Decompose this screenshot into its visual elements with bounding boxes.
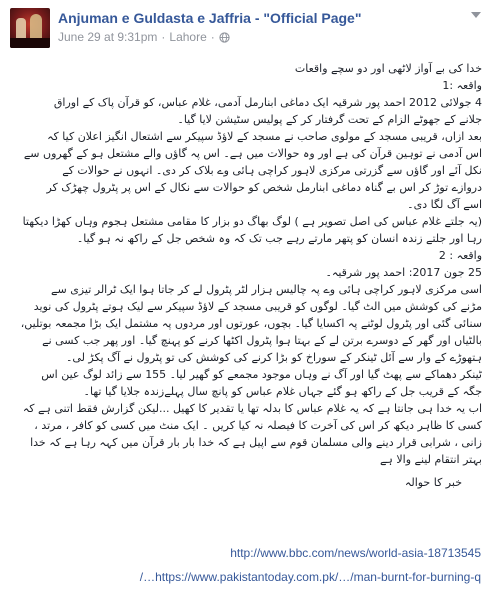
post-text-line: اسے آگ لگا دی۔: [407, 198, 482, 211]
post-text-line: ٹینکر دھماکے سے پھٹ گیا اور آگ نے وہاں موجود مجمعے کو گھیر لیا۔ 155 سے زائد لوگ عین اس: [41, 368, 482, 381]
post-text-line: 4 جولائی 2012 احمد پور شرقیہ ایک دماغی ابنارمل آدمی، غلام عباس، کو قرآن پاک کے اوراق: [53, 96, 482, 109]
post-text-line: نکل آئے اور گاؤں سے گزرتی مرکزی لاہور کراچی ہائی وے بلاک کر دی۔ انہوں نے حوالات کے: [62, 164, 482, 177]
post-text-line: کسی کا ظاہر دیکھ کر اس کی آخرت کا فیصلہ نہ کیا کریں ۔ ایک منٹ میں کسی کو کافر ، مرتد ،: [34, 419, 482, 432]
post-body: [14, 60, 482, 491]
post-location[interactable]: Lahore: [169, 30, 207, 44]
post-text-line: زانی ، شرابی قرار دینے والی مسلمان قوم سے اپیل ہے کہ خدا بار بار قرآن میں کہہ رہا ہے کہ خدا: [30, 436, 482, 449]
post-text-line: خدا کی بے آواز لاٹھی اور دو سچے واقعات: [294, 62, 482, 75]
post-text-line: بعد ازاں، قریبی مسجد کے مولوی صاحب نے مسجد کے لاؤڈ سپیکر سے اشتعال انگیز اعلان کیا کہ: [47, 130, 482, 143]
meta-separator: ·: [210, 30, 215, 44]
post-text-line: اب یہ خدا ہی جانتا ہے کہ یہ غلام عباس کا بدلہ تھا یا تقدیر کا کھیل ...لیکن گزارش فقط اتنی ہے کہ: [22, 402, 482, 415]
post-text-line: جگہ کے قریب جل کے راکھ ہو گئے جہاں غلام عباس کو پانچ سال پہلےزندہ جلایا گیا تھا۔: [83, 385, 482, 398]
news-link-pakistantoday[interactable]: /…https://www.pakistantoday.com.pk/…/man-burnt-for-burning-q: [139, 570, 481, 584]
meta-separator: ·: [161, 30, 166, 44]
post-options-chevron-down-icon[interactable]: [471, 12, 481, 18]
post-text-line: (یہ جلتے غلام عباس کی اصل تصویر ہے ) لوگ بھاگ دو بزار کا مقامی مشتعل ہجوم وہاں کھڑا دیکھتا: [22, 215, 482, 228]
post-timestamp[interactable]: June 29 at 9:31pm: [58, 30, 158, 44]
post-text-line: سنائی گئی اور پٹرول لوٹنے پہ اکسایا گیا۔ بچوں، عورتوں اور مردوں پہ مشتمل ایک بڑا مجمعہ بوتلیں،: [20, 317, 482, 330]
post-meta: [58, 30, 230, 44]
post-text-line: ہتھوڑے کے وار سے آئل ٹینکر کے سوراخ کو بڑا کرنے کی کوشش کی تو پٹرول نے آگ پکڑ لی۔: [65, 351, 482, 364]
page-name-link[interactable]: Anjuman e Guldasta e Jaffria - "Official Page": [58, 10, 362, 26]
post-text-line: واقعہ : 2: [438, 249, 482, 262]
source-label: خبر کا حوالہ: [404, 476, 462, 489]
post-text-line: دروازے توڑ کر اس بے گناہ دماغی ابنارمل شخص کو حوالات سے نکال کے اس پر پٹرول چھڑک کر: [46, 181, 482, 194]
post-text-line: واقعہ :1: [442, 79, 482, 92]
post-text-line: مڑنے کی کوشش میں الٹ گیا۔ لوگوں کو قریبی مسجد کے لاؤڈ سپیکر سے لیک ہوتے پٹرول کی نوید: [33, 300, 482, 313]
post-text-line: بہتر انتقام لینے والا ہے: [379, 453, 482, 466]
post-text-line: 25 جون 2017: احمد پور شرقیہ۔: [325, 266, 482, 279]
post-text-line: رہا اور جلتے زندہ انسان کو پتھر مارتے رہے جب تک کہ وہ شخص جل کے راکھ نہ ہو گیا۔: [76, 232, 482, 245]
post-text-line: بالٹیاں اور گھر کے دوسرے برتن لے کے بہتا ہوا پٹرول اکٹھا کرنے کو پہنچ گیا۔ اور پھر جب کسی نے: [42, 334, 482, 347]
page-avatar[interactable]: [10, 8, 50, 48]
globe-icon: [219, 32, 230, 43]
news-link-bbc[interactable]: http://www.bbc.com/news/world-asia-18713545: [230, 546, 481, 560]
post-header: [10, 8, 485, 48]
post-text-line: اسی مرکزی لاہور کراچی ہائی وے پہ چالیس ہزار لٹر پٹرول لے کر جاتا ہوا ایک ٹرالر تیزی سے: [51, 283, 482, 296]
post-text-line: جلانے کے جھوٹے الزام کے تحت گرفتار کر کے پولیس سٹیشن لایا گیا۔: [177, 113, 482, 126]
post-text-line: اس آدمی نے توہین قرآن کی ہے اور وہ حوالات میں ہے۔ اس پہ گاؤں والے مشتعل ہو کے گھروں سے: [23, 147, 482, 160]
